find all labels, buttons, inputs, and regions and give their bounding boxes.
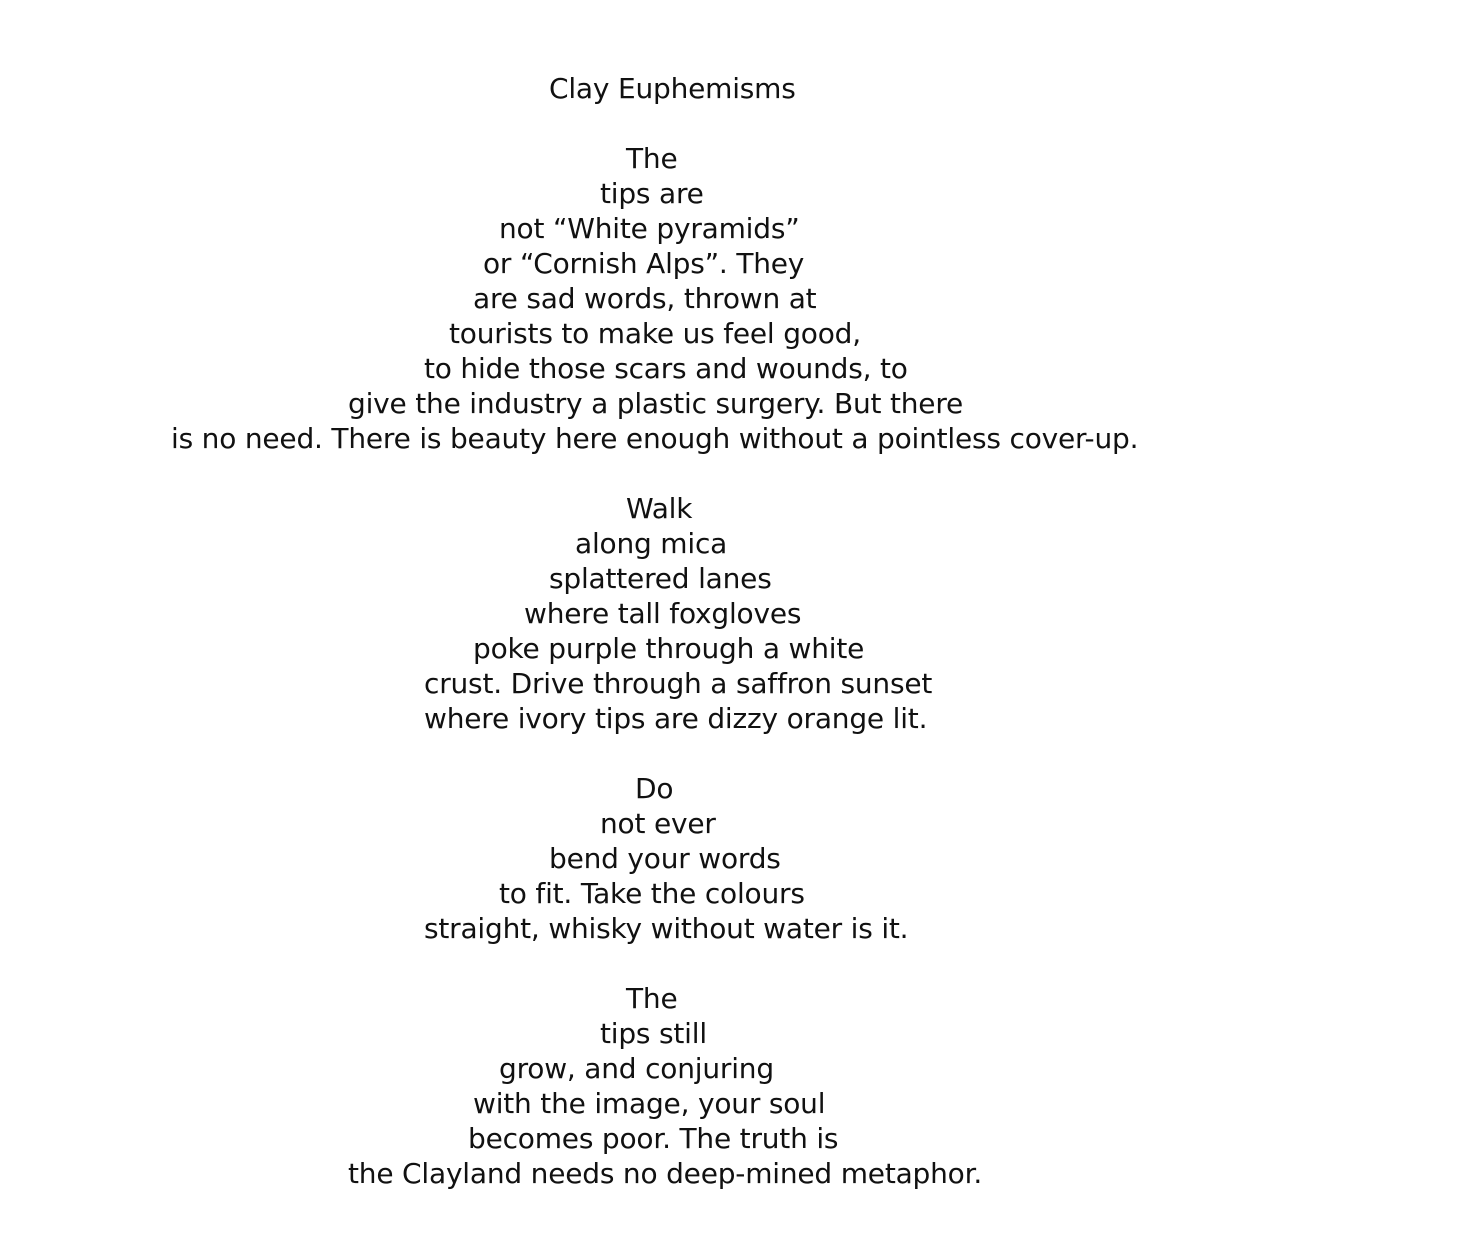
poem-line: the Clayland needs no deep-mined metaphor.	[348, 1157, 983, 1190]
poem-line: along mica	[575, 527, 728, 560]
poem-line: The	[626, 142, 678, 175]
poem-line: where tall foxgloves	[524, 597, 802, 630]
poem-line: is no need. There is beauty here enough without a pointless cover-up.	[171, 422, 1139, 455]
poem-line: with the image, your soul	[473, 1087, 826, 1120]
poem-line: bend your words	[549, 842, 781, 875]
poem-line: The	[626, 982, 678, 1015]
poem-line: not ever	[600, 807, 716, 840]
poem-line: tourists to make us feel good,	[449, 317, 861, 350]
poem-line: tips still	[600, 1017, 707, 1050]
poem-line: give the industry a plastic surgery. But there	[348, 387, 964, 420]
poem-line: poke purple through a white	[473, 632, 865, 665]
poem-line: Do	[635, 772, 674, 805]
poem-line: grow, and conjuring	[499, 1052, 774, 1085]
poem-line: where ivory tips are dizzy orange lit.	[424, 702, 928, 735]
poem-line: becomes poor. The truth is	[468, 1122, 839, 1155]
poem-line: to fit. Take the colours	[499, 877, 805, 910]
poem-title: Clay Euphemisms	[549, 72, 796, 105]
poem-line: to hide those scars and wounds, to	[424, 352, 908, 385]
poem-line: tips are	[600, 177, 704, 210]
poem-line: straight, whisky without water is it.	[424, 912, 909, 945]
poem-line: or “Cornish Alps”. They	[483, 247, 805, 280]
poem-line: Walk	[626, 492, 693, 525]
poem-line: splattered lanes	[549, 562, 772, 595]
poem-line: are sad words, thrown at	[473, 282, 817, 315]
poem-line: crust. Drive through a saffron sunset	[424, 667, 933, 700]
poem-line: not “White pyramids”	[499, 212, 800, 245]
